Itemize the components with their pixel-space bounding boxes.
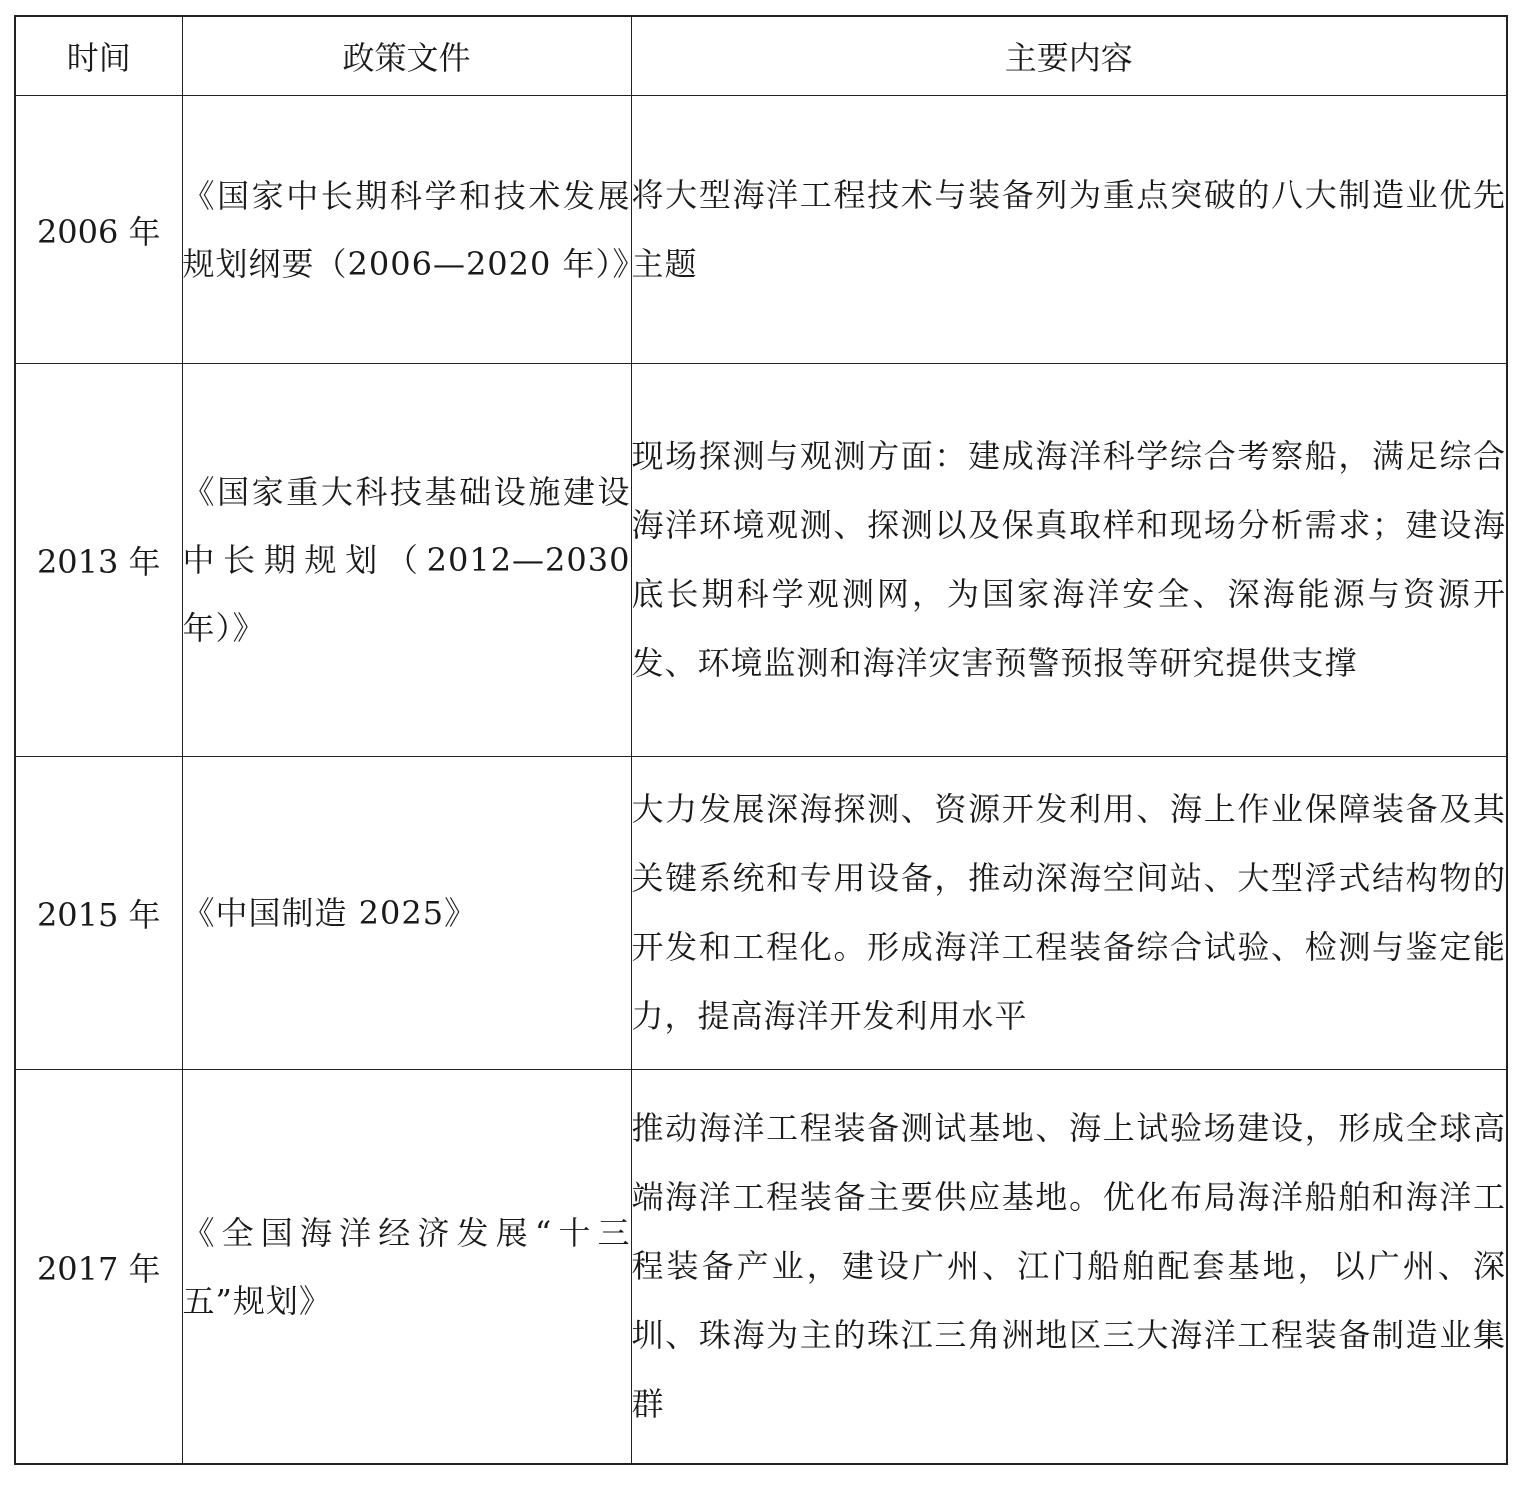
table-row [15,757,1507,1070]
row-time: 2006 年 [15,96,182,364]
row-time: 2015 年 [15,757,182,1070]
table-row [15,96,1507,364]
row-content: 将大型海洋工程技术与装备列为重点突破的八大制造业优先主题 [631,96,1507,364]
row-document: 《中国制造 2025》 [182,757,631,1070]
row-document: 《国家中长期科学和技术发展规划纲要（2006—2020 年）》 [182,96,631,364]
table-row [15,364,1507,757]
row-time: 2013 年 [15,364,182,757]
row-content: 推动海洋工程装备测试基地、海上试验场建设，形成全球高端海洋工程装备主要供应基地。优化布局海洋船舶和海洋工程装备产业，建设广州、江门船舶配套基地，以广州、深圳、珠海为主的珠江三角洲地区三大海洋工程装备制造业集群 [631,1070,1507,1465]
row-content: 现场探测与观测方面：建成海洋科学综合考察船，满足综合海洋环境观测、探测以及保真取样和现场分析需求；建设海底长期科学观测网，为国家海洋安全、深海能源与资源开发、环境监测和海洋灾害预警预报等研究提供支撑 [631,364,1507,757]
table-row [15,1070,1507,1465]
header-row [15,16,1507,96]
policy-table [14,15,1508,1465]
header-content: 主要内容 [631,16,1507,96]
header-document: 政策文件 [182,16,631,96]
row-time: 2017 年 [15,1070,182,1465]
row-document: 《国家重大科技基础设施建设中长期规划（2012—2030 年）》 [182,364,631,757]
header-time: 时间 [15,16,182,96]
row-document: 《全国海洋经济发展“十三五”规划》 [182,1070,631,1465]
row-content: 大力发展深海探测、资源开发利用、海上作业保障装备及其关键系统和专用设备，推动深海空间站、大型浮式结构物的开发和工程化。形成海洋工程装备综合试验、检测与鉴定能力，提高海洋开发利用水平 [631,757,1507,1070]
